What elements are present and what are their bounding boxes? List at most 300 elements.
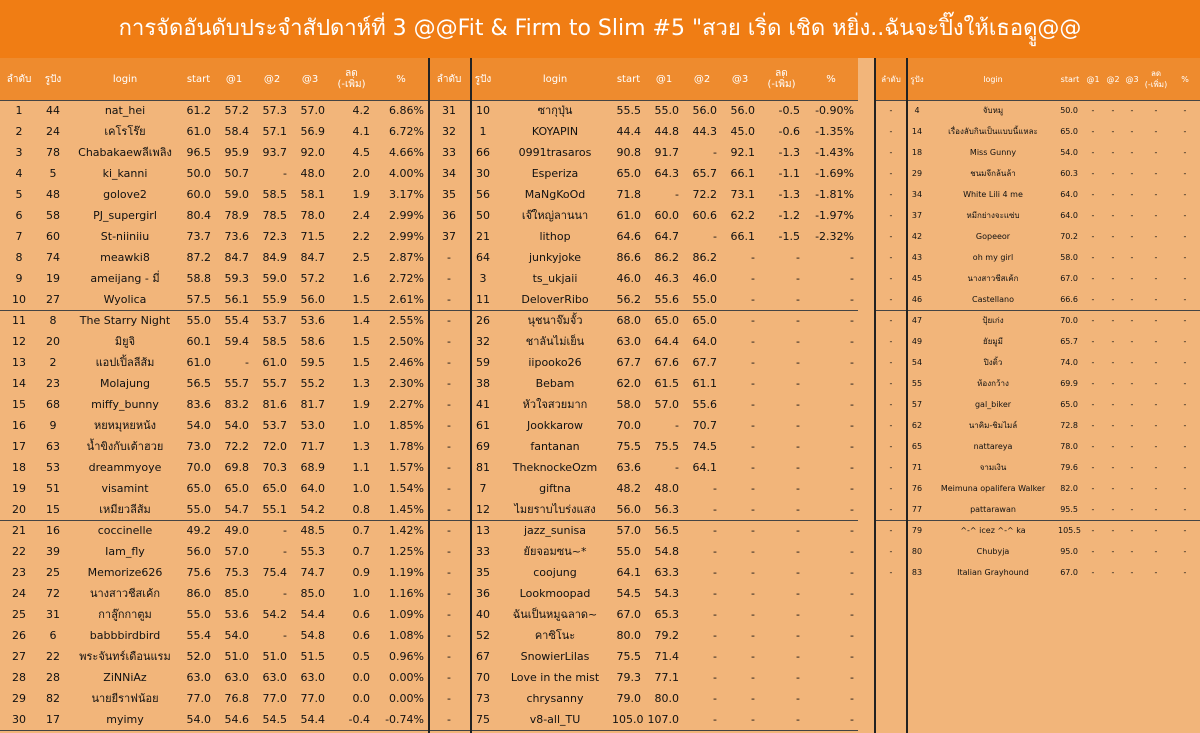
cell-week3: - (751, 545, 755, 558)
cell-percent: 2.46% (389, 356, 424, 369)
cell-week3: - (1130, 379, 1134, 388)
cell-login: ฉันเป็นหมูฉลาด~ (512, 608, 598, 621)
cell-member-no: 79 (911, 526, 923, 535)
cell-loss: - (1154, 463, 1158, 472)
cell-percent: 6.86% (389, 104, 424, 117)
cell-member-no: 45 (911, 274, 923, 283)
cell-loss: 0.9 (352, 566, 370, 579)
cell-week1: 54.0 (224, 419, 249, 432)
cell-week3: - (751, 482, 755, 495)
cell-loss: - (1154, 274, 1158, 283)
cell-rank: 1 (15, 104, 23, 117)
cell-start: 96.5 (186, 146, 211, 159)
cell-start: 56.0 (186, 545, 211, 558)
cell-login: หมีกย่างจะแซ่บ (966, 211, 1020, 220)
row-separator (876, 100, 1200, 101)
cell-week3: 92.0 (300, 146, 325, 159)
cell-rank: 33 (442, 146, 456, 159)
cell-week2: 74.5 (692, 440, 717, 453)
cell-rank: 16 (12, 419, 26, 432)
cell-loss: 1.0 (352, 587, 370, 600)
cell-rank: - (447, 608, 451, 621)
cell-week2: - (1111, 358, 1115, 367)
cell-start: 66.6 (1060, 295, 1078, 304)
column-header-member-no: รูปัง (910, 74, 924, 84)
cell-week1: - (675, 461, 679, 474)
cell-week1: 53.6 (224, 608, 249, 621)
cell-percent: 1.25% (389, 545, 424, 558)
cell-loss: 1.1 (352, 461, 370, 474)
cell-rank: - (447, 503, 451, 516)
cell-member-no: 43 (911, 253, 923, 262)
row-separator (0, 100, 428, 101)
cell-percent: -0.74% (385, 713, 424, 726)
cell-week2: - (713, 230, 717, 243)
cell-member-no: 47 (911, 316, 923, 325)
cell-rank: - (889, 442, 893, 451)
cell-start: 61.0 (186, 356, 211, 369)
cell-loss: 1.5 (352, 356, 370, 369)
cell-member-no: 55 (911, 379, 923, 388)
cell-loss: - (796, 461, 800, 474)
cell-percent: - (850, 671, 854, 684)
cell-login: นาคิม-ชิมไมล์ (968, 421, 1018, 430)
cell-member-no: 21 (476, 230, 490, 243)
cell-member-no: 63 (46, 440, 60, 453)
column-header-week2: @2 (263, 73, 281, 85)
cell-member-no: 83 (911, 568, 923, 577)
cell-week3: - (1130, 505, 1134, 514)
cell-start: 58.0 (1060, 253, 1078, 262)
cell-week2: 72.3 (262, 230, 287, 243)
cell-login: Molajung (100, 377, 150, 390)
cell-percent: 1.85% (389, 419, 424, 432)
cell-week1: 49.0 (224, 524, 249, 537)
column-header-login: login (983, 74, 1003, 84)
column-header-week1: @1 (1086, 74, 1100, 84)
cell-week2: 84.9 (262, 251, 287, 264)
cell-week2: 58.5 (262, 188, 287, 201)
cell-loss: 1.9 (352, 188, 370, 201)
cell-loss: - (1154, 337, 1158, 346)
cell-start: 52.0 (186, 650, 211, 663)
cell-week2: 55.7 (262, 377, 287, 390)
cell-week1: 72.2 (224, 440, 249, 453)
cell-member-no: 71 (911, 463, 923, 472)
cell-week2: 54.5 (262, 713, 287, 726)
cell-percent: -1.43% (815, 146, 854, 159)
cell-week2: - (1111, 337, 1115, 346)
cell-member-no: 27 (46, 293, 60, 306)
cell-week3: - (751, 524, 755, 537)
column-header-week1: @1 (655, 73, 673, 85)
cell-week1: 78.9 (224, 209, 249, 222)
cell-rank: 24 (12, 587, 26, 600)
cell-member-no: 32 (476, 335, 490, 348)
cell-week1: 65.3 (654, 608, 679, 621)
cell-member-no: 69 (476, 440, 490, 453)
cell-loss: -1.1 (778, 167, 800, 180)
cell-loss: 0.6 (352, 608, 370, 621)
cell-loss: 1.9 (352, 398, 370, 411)
cell-login: ยัยมูมี (983, 337, 1003, 346)
cell-week2: - (713, 566, 717, 579)
cell-login: ameijang - มี่ (90, 272, 160, 285)
cell-rank: - (889, 295, 893, 304)
cell-rank: 21 (12, 524, 26, 537)
row-separator (430, 730, 858, 731)
cell-week2: - (1111, 379, 1115, 388)
cell-rank: 7 (15, 230, 23, 243)
cell-week2: 64.1 (692, 461, 717, 474)
column-header-rank: ลำดับ (436, 73, 462, 85)
cell-week3: 48.5 (300, 524, 325, 537)
cell-rank: - (447, 671, 451, 684)
cell-percent: - (850, 251, 854, 264)
cell-week1: - (1091, 547, 1095, 556)
cell-member-no: 72 (46, 587, 60, 600)
panel-divider (874, 58, 876, 733)
cell-percent: - (1183, 379, 1187, 388)
cell-week3: - (751, 629, 755, 642)
panel-divider (428, 58, 430, 733)
cell-week3: - (1130, 232, 1134, 241)
cell-week2: 54.2 (262, 608, 287, 621)
cell-rank: - (447, 377, 451, 390)
cell-week3: - (1130, 274, 1134, 283)
cell-start: 46.0 (616, 272, 641, 285)
cell-start: 55.4 (186, 629, 211, 642)
cell-start: 63.0 (186, 671, 211, 684)
cell-percent: - (1183, 169, 1187, 178)
cell-member-no: 52 (476, 629, 490, 642)
cell-week1: - (1091, 148, 1095, 157)
cell-start: 56.0 (616, 503, 641, 516)
cell-percent: - (850, 272, 854, 285)
cell-week1: 50.7 (224, 167, 249, 180)
cell-week2: - (1111, 190, 1115, 199)
cell-week2: 46.0 (692, 272, 717, 285)
cell-percent: 2.72% (389, 272, 424, 285)
cell-rank: - (447, 272, 451, 285)
cell-member-no: 7 (479, 482, 487, 495)
cell-rank: 9 (15, 272, 23, 285)
cell-rank: - (447, 293, 451, 306)
cell-login: ไมยราบไบร่งแสง (514, 503, 596, 516)
cell-login: visamint (101, 482, 149, 495)
cell-week2: 70.7 (692, 419, 717, 432)
cell-start: 67.0 (1060, 568, 1078, 577)
column-header-start: start (616, 73, 641, 85)
cell-week2: - (1111, 295, 1115, 304)
cell-login: Esperiza (531, 167, 579, 180)
cell-week2: 60.6 (692, 209, 717, 222)
cell-percent: - (1183, 148, 1187, 157)
cell-start: 70.0 (616, 419, 641, 432)
cell-week1: 63.3 (654, 566, 679, 579)
cell-start: 65.7 (1060, 337, 1078, 346)
cell-login: เรื่องลับกินเป็นแบบนี้แหละ (948, 127, 1038, 136)
cell-rank: 8 (15, 251, 23, 264)
cell-week1: 57.0 (654, 398, 679, 411)
cell-percent: 1.08% (389, 629, 424, 642)
cell-week1: 80.0 (654, 692, 679, 705)
cell-week1: - (1091, 463, 1095, 472)
cell-loss: 0.6 (352, 629, 370, 642)
cell-member-no: 30 (476, 167, 490, 180)
column-header-rank: ลำดับ (881, 74, 901, 84)
cell-percent: 0.00% (389, 671, 424, 684)
cell-week3: - (1130, 106, 1134, 115)
cell-week3: - (751, 713, 755, 726)
column-header-percent: % (1181, 74, 1189, 84)
cell-loss: 1.4 (352, 314, 370, 327)
cell-loss: - (796, 356, 800, 369)
cell-week1: 63.0 (224, 671, 249, 684)
cell-week1: 86.2 (654, 251, 679, 264)
cell-login: nattareya (973, 442, 1013, 451)
cell-rank: 20 (12, 503, 26, 516)
cell-start: 65.0 (616, 167, 641, 180)
cell-week3: 56.0 (300, 293, 325, 306)
cell-week1: - (1091, 274, 1095, 283)
cell-start: 82.0 (1060, 484, 1078, 493)
cell-login: golove2 (103, 188, 147, 201)
cell-week2: - (283, 524, 287, 537)
cell-percent: -0.90% (815, 104, 854, 117)
cell-week1: 59.4 (224, 335, 249, 348)
cell-start: 74.0 (1060, 358, 1078, 367)
cell-login: babbbirdbird (89, 629, 161, 642)
cell-week1: - (1091, 211, 1095, 220)
cell-member-no: 36 (476, 587, 490, 600)
cell-member-no: 40 (476, 608, 490, 621)
cell-loss: - (1154, 127, 1158, 136)
cell-login: Meimuna opalifera Walker (940, 484, 1046, 493)
cell-week3: 71.7 (300, 440, 325, 453)
cell-week1: 54.3 (654, 587, 679, 600)
cell-login: Iam_fly (105, 545, 145, 558)
cell-percent: 1.09% (389, 608, 424, 621)
cell-week1: 95.9 (224, 146, 249, 159)
cell-member-no: 65 (911, 442, 923, 451)
column-header-week1: @1 (225, 73, 243, 85)
cell-start: 57.5 (186, 293, 211, 306)
cell-percent: - (850, 293, 854, 306)
cell-login: coojung (533, 566, 577, 579)
cell-week3: 84.7 (300, 251, 325, 264)
cell-week1: 48.0 (654, 482, 679, 495)
row-separator (876, 520, 1200, 521)
cell-loss: - (1154, 211, 1158, 220)
cell-percent: 1.45% (389, 503, 424, 516)
cell-loss: - (796, 671, 800, 684)
cell-start: 77.0 (186, 692, 211, 705)
cell-percent: - (1183, 547, 1187, 556)
cell-loss: - (796, 608, 800, 621)
cell-rank: 22 (12, 545, 26, 558)
cell-loss: - (796, 650, 800, 663)
cell-week3: 57.0 (300, 104, 325, 117)
cell-percent: 0.00% (389, 692, 424, 705)
cell-loss: 0.5 (352, 650, 370, 663)
cell-week3: - (751, 314, 755, 327)
cell-member-no: 77 (911, 505, 923, 514)
cell-rank: 26 (12, 629, 26, 642)
cell-login: pattarawan (970, 505, 1016, 514)
cell-week3: 64.0 (300, 482, 325, 495)
cell-start: 60.3 (1060, 169, 1078, 178)
column-header-week3: @3 (1125, 74, 1139, 84)
cell-week2: 72.0 (262, 440, 287, 453)
cell-week3: 66.1 (730, 167, 755, 180)
cell-percent: - (850, 398, 854, 411)
cell-week1: - (1091, 568, 1095, 577)
cell-week3: - (751, 671, 755, 684)
cell-week1: - (1091, 295, 1095, 304)
cell-rank: - (889, 253, 893, 262)
cell-member-no: 20 (46, 335, 60, 348)
cell-start: 71.8 (616, 188, 641, 201)
cell-login: นายยีราฟน้อย (91, 692, 159, 705)
cell-rank: 27 (12, 650, 26, 663)
cell-week3: - (1130, 421, 1134, 430)
cell-login: 0991trasaros (518, 146, 592, 159)
column-header-week3: @3 (301, 73, 319, 85)
row-separator (0, 520, 428, 521)
cell-member-no: 44 (46, 104, 60, 117)
cell-percent: - (1183, 253, 1187, 262)
cell-member-no: 28 (46, 671, 60, 684)
cell-percent: - (1183, 463, 1187, 472)
cell-percent: - (850, 314, 854, 327)
cell-loss: 0.0 (352, 671, 370, 684)
cell-week3: - (1130, 526, 1134, 535)
cell-percent: 4.00% (389, 167, 424, 180)
cell-percent: - (1183, 400, 1187, 409)
cell-start: 55.5 (616, 104, 641, 117)
cell-rank: - (889, 421, 893, 430)
cell-loss: - (796, 314, 800, 327)
cell-week3: - (751, 608, 755, 621)
cell-rank: - (889, 316, 893, 325)
cell-percent: 3.17% (389, 188, 424, 201)
cell-member-no: 59 (476, 356, 490, 369)
cell-member-no: 39 (46, 545, 60, 558)
cell-percent: 2.30% (389, 377, 424, 390)
cell-rank: - (447, 251, 451, 264)
cell-member-no: 54 (911, 358, 923, 367)
column-header-start: start (1060, 74, 1080, 84)
cell-login: Memorize626 (87, 566, 163, 579)
cell-member-no: 73 (476, 692, 490, 705)
cell-week3: 51.5 (300, 650, 325, 663)
cell-rank: - (447, 440, 451, 453)
cell-percent: - (850, 503, 854, 516)
cell-login: Gopeeor (975, 232, 1011, 241)
cell-week3: 68.9 (300, 461, 325, 474)
ranking-board (0, 58, 1200, 733)
cell-start: 105.0 (612, 713, 644, 726)
cell-start: 67.7 (616, 356, 641, 369)
cell-percent: 6.72% (389, 125, 424, 138)
cell-week1: 56.3 (654, 503, 679, 516)
panel-divider (906, 58, 908, 733)
cell-rank: 19 (12, 482, 26, 495)
cell-loss: - (1154, 526, 1158, 535)
cell-member-no: 80 (911, 547, 923, 556)
cell-percent: 2.55% (389, 314, 424, 327)
column-header-login: login (542, 73, 568, 85)
cell-week3: - (1130, 148, 1134, 157)
cell-loss: - (1154, 547, 1158, 556)
cell-start: 83.6 (186, 398, 211, 411)
cell-week1: 59.3 (224, 272, 249, 285)
cell-login: TheknockeOzm (512, 461, 598, 474)
cell-week1: 75.5 (654, 440, 679, 453)
cell-week2: 56.0 (692, 104, 717, 117)
cell-loss: -0.4 (348, 713, 370, 726)
cell-week2: - (713, 482, 717, 495)
cell-member-no: 15 (46, 503, 60, 516)
cell-week3: 74.7 (300, 566, 325, 579)
cell-start: 56.2 (616, 293, 641, 306)
column-header-percent: % (396, 73, 406, 85)
cell-loss: - (796, 713, 800, 726)
cell-week2: - (1111, 442, 1115, 451)
cell-percent: - (1183, 442, 1187, 451)
cell-start: 79.3 (616, 671, 641, 684)
cell-start: 78.0 (1060, 442, 1078, 451)
cell-member-no: 50 (476, 209, 490, 222)
cell-week3: 58.1 (300, 188, 325, 201)
cell-week2: 65.0 (262, 482, 287, 495)
cell-percent: - (1183, 568, 1187, 577)
cell-week3: 77.0 (300, 692, 325, 705)
cell-week2: - (713, 524, 717, 537)
cell-percent: - (1183, 421, 1187, 430)
cell-login: DeloverRibo (521, 293, 589, 306)
cell-member-no: 9 (49, 419, 57, 432)
cell-week3: - (1130, 463, 1134, 472)
cell-loss: - (1154, 106, 1158, 115)
cell-start: 75.5 (616, 650, 641, 663)
cell-week1: 84.7 (224, 251, 249, 264)
cell-member-no: 57 (911, 400, 923, 409)
cell-rank: 5 (15, 188, 23, 201)
cell-percent: 2.87% (389, 251, 424, 264)
cell-start: 61.2 (186, 104, 211, 117)
cell-start: 49.2 (186, 524, 211, 537)
cell-rank: 36 (442, 209, 456, 222)
cell-percent: - (850, 419, 854, 432)
cell-week3: - (1130, 547, 1134, 556)
cell-loss: - (1154, 253, 1158, 262)
cell-rank: 17 (12, 440, 26, 453)
cell-login: ZiNNiAz (103, 671, 147, 684)
cell-week3: 63.0 (300, 671, 325, 684)
cell-start: 44.4 (616, 125, 641, 138)
cell-login: Castellano (971, 295, 1015, 304)
cell-week3: - (1130, 442, 1134, 451)
cell-week3: 66.1 (730, 230, 755, 243)
cell-week3: 55.2 (300, 377, 325, 390)
cell-start: 86.6 (616, 251, 641, 264)
cell-member-no: 5 (49, 167, 57, 180)
cell-loss: 0.7 (352, 545, 370, 558)
cell-percent: - (850, 545, 854, 558)
cell-week2: - (713, 629, 717, 642)
